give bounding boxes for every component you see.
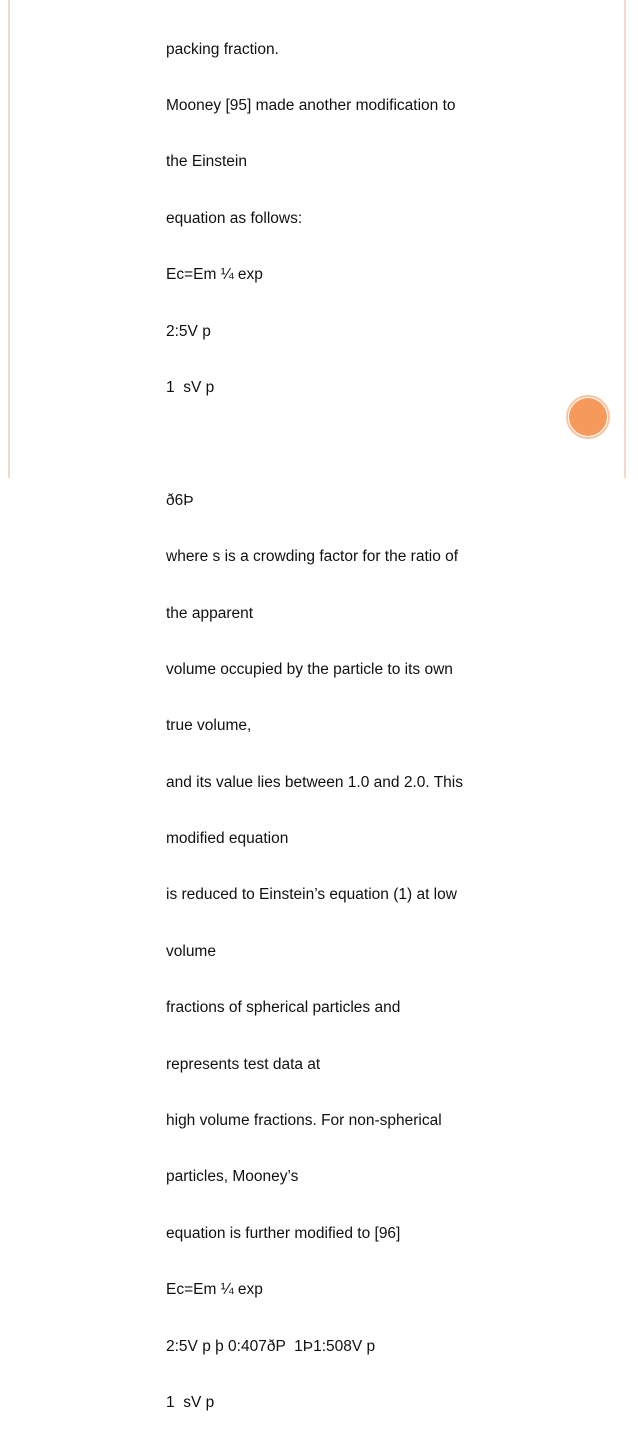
text-line: the Einstein xyxy=(166,153,247,171)
text-line: fractions of spherical particles and xyxy=(166,999,401,1017)
slide-text-block xyxy=(166,3,496,1432)
text-line: equation is further modified to [96] xyxy=(166,1224,401,1242)
text-line: modified equation xyxy=(166,830,289,848)
text-line: is reduced to Einstein’s equation (1) at low xyxy=(166,886,457,904)
text-line: 2:5V p xyxy=(166,322,211,340)
text-line: 1 sV p xyxy=(166,378,215,396)
text-line: the apparent xyxy=(166,604,254,622)
text-line: Ec=Em ¼ exp xyxy=(166,266,263,284)
text-line: ð6Þ xyxy=(166,491,194,509)
text-line: volume xyxy=(166,942,216,960)
text-line: high volume fractions. For non-spherical xyxy=(166,1112,442,1130)
text-line: where s is a crowding factor for the ratio of xyxy=(166,548,459,566)
text-line xyxy=(166,435,496,454)
text-line: 2:5V p þ 0:407ðP 1Þ1:508V p xyxy=(166,1337,376,1355)
text-line: and its value lies between 1.0 and 2.0. This xyxy=(166,773,463,791)
text-line: particles, Mooney’s xyxy=(166,1168,299,1186)
text-line: volume occupied by the particle to its own xyxy=(166,660,453,678)
text-line: true volume, xyxy=(166,717,252,735)
text-line: Mooney [95] made another modification to xyxy=(166,96,456,114)
decorative-orange-circle xyxy=(569,398,607,436)
text-line: packing fraction. xyxy=(166,40,279,58)
text-line: 1 sV p xyxy=(166,1393,215,1411)
text-line: equation as follows: xyxy=(166,209,303,227)
text-line: represents test data at xyxy=(166,1055,321,1073)
text-line: Ec=Em ¼ exp xyxy=(166,1281,263,1299)
